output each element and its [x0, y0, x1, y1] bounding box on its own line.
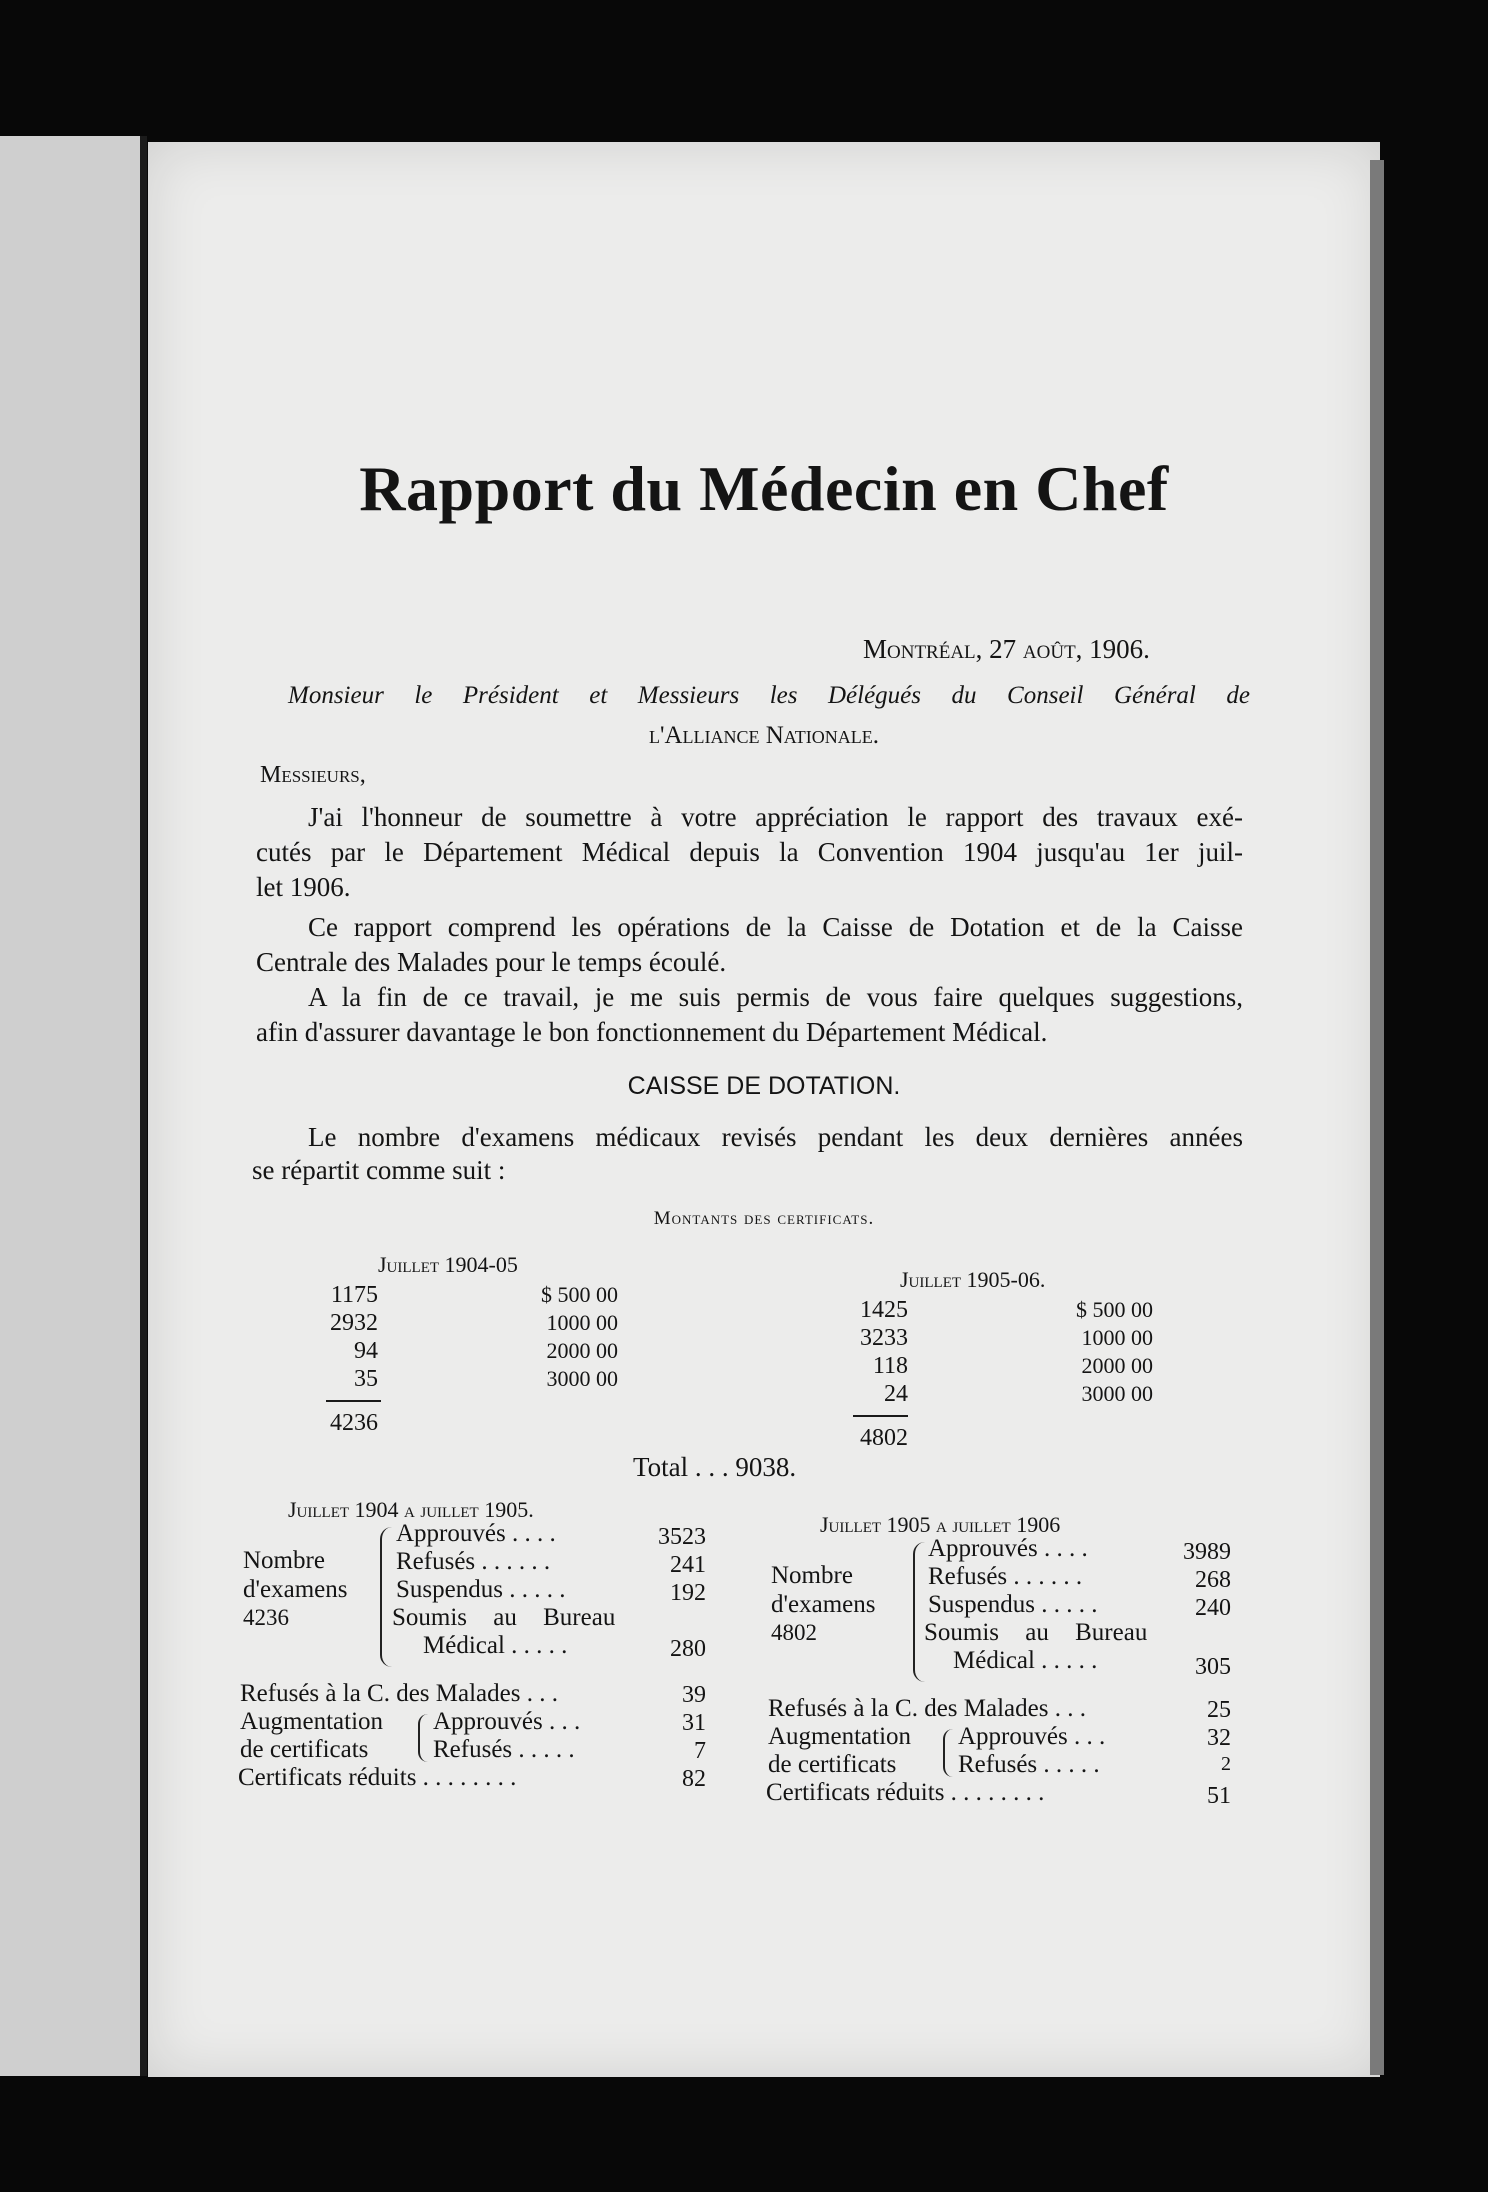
- stats-row-label: Refusés . . . . . .: [396, 1548, 551, 1575]
- montants-title: Montants des certificats.: [653, 1208, 875, 1229]
- stats-row-value: 305: [1195, 1654, 1231, 1680]
- section-intro-line-2: se répartit comme suit :: [252, 1155, 506, 1185]
- count-value: 3233: [860, 1325, 908, 1351]
- left-refuses-cm-label: Refusés à la C. des Malades . . .: [240, 1680, 558, 1707]
- right-refuses-cm-label: Refusés à la C. des Malades . . .: [768, 1695, 1086, 1722]
- stats-row-value: 2: [1221, 1753, 1231, 1775]
- left-reduits-value: 82: [682, 1766, 706, 1792]
- right-reduits-label: Certificats réduits . . . . . . . .: [766, 1779, 1045, 1806]
- amount-value: 2000 00: [546, 1338, 618, 1363]
- paragraph-line: cutés par le Département Médical depuis la Convention 1904 jusqu'au 1er juil-: [256, 837, 1243, 867]
- amount-value: $ 500 00: [1076, 1297, 1153, 1322]
- stats-row-label: Médical . . . . .: [423, 1632, 568, 1659]
- stats-row-label: Suspendus . . . . .: [396, 1576, 566, 1603]
- stats-row-label: Approuvés . . . .: [928, 1535, 1088, 1562]
- right-total: 4802: [860, 1425, 908, 1451]
- left-stats-period: Juillet 1904 a juillet 1905.: [288, 1497, 534, 1522]
- right-refuses-cm-value: 25: [1207, 1697, 1231, 1723]
- stats-row-label: Suspendus . . . . .: [928, 1591, 1098, 1618]
- stats-row-value: 7: [694, 1738, 706, 1764]
- paragraph-line: afin d'assurer davantage le bon fonctionnement du Département Médical.: [256, 1017, 1048, 1047]
- salutation-line-2: l'Alliance Nationale.: [648, 722, 880, 749]
- right-reduits-value: 51: [1207, 1783, 1231, 1809]
- right-augmentation-brace: [943, 1729, 953, 1777]
- stats-row-label: Refusés . . . . .: [433, 1736, 575, 1763]
- stats-row-label: Refusés . . . . . .: [928, 1563, 1083, 1590]
- stats-row-value: 192: [670, 1580, 706, 1606]
- messieurs: Messieurs,: [260, 762, 366, 788]
- stats-row-label: Approuvés . . .: [958, 1723, 1106, 1750]
- amount-value: 3000 00: [546, 1366, 618, 1391]
- stats-row-value: 280: [670, 1636, 706, 1662]
- left-period: Juillet 1904-05: [378, 1252, 518, 1277]
- amount-value: 1000 00: [1081, 1325, 1153, 1350]
- stats-row-label: Approuvés . . . .: [396, 1520, 556, 1547]
- stats-row-label: Approuvés . . .: [433, 1708, 581, 1735]
- stats-label-line: 4802: [771, 1620, 817, 1645]
- paragraph-line: Ce rapport comprend les opérations de la Caisse de Dotation et de la Caisse: [308, 912, 1243, 942]
- stats-row-label: Refusés . . . . .: [958, 1751, 1100, 1778]
- left-total-rule: [326, 1400, 381, 1402]
- right-stats-period: Juillet 1905 a juillet 1906: [820, 1512, 1061, 1537]
- right-total-rule: [853, 1415, 908, 1417]
- count-value: 94: [354, 1338, 378, 1364]
- left-reduits-label: Certificats réduits . . . . . . . .: [238, 1764, 517, 1791]
- left-augmentation-label: Augmentation: [240, 1708, 384, 1735]
- amount-value: 3000 00: [1081, 1381, 1153, 1406]
- amount-value: $ 500 00: [541, 1282, 618, 1307]
- paragraph-line: J'ai l'honneur de soumettre à votre appréciation le rapport des travaux exé-: [308, 802, 1243, 832]
- count-value: 118: [872, 1353, 908, 1379]
- stats-label-line: 4236: [243, 1605, 289, 1630]
- count-value: 35: [354, 1366, 378, 1392]
- stats-label-line: d'examens: [243, 1576, 348, 1603]
- amount-value: 1000 00: [546, 1310, 618, 1335]
- stats-label-line: Nombre: [243, 1547, 325, 1574]
- stats-row-value: 3989: [1183, 1539, 1231, 1565]
- section-intro-line-1: Le nombre d'examens médicaux revisés pendant les deux dernières années: [308, 1122, 1243, 1152]
- left-augmentation-label: de certificats: [240, 1736, 369, 1763]
- count-value: 1175: [330, 1282, 378, 1308]
- right-brace: [913, 1542, 925, 1682]
- right-augmentation-label: de certificats: [768, 1751, 897, 1778]
- paragraph-line: Centrale des Malades pour le temps écoulé.: [256, 947, 727, 977]
- stats-row-value: 241: [670, 1552, 706, 1578]
- stats-row-value: 31: [682, 1710, 706, 1736]
- section-title: CAISSE DE DOTATION.: [627, 1072, 901, 1100]
- paragraph-line: let 1906.: [256, 872, 351, 902]
- stats-label-line: d'examens: [771, 1591, 876, 1618]
- left-augmentation-brace: [418, 1714, 428, 1762]
- count-value: 1425: [860, 1297, 908, 1323]
- count-value: 24: [884, 1381, 908, 1407]
- left-total: 4236: [330, 1410, 378, 1436]
- right-augmentation-label: Augmentation: [768, 1723, 912, 1750]
- page-right-edge: [1370, 160, 1384, 2075]
- left-refuses-cm-value: 39: [682, 1682, 706, 1708]
- right-period: Juillet 1905-06.: [900, 1267, 1046, 1292]
- stats-row-label: Soumis au Bureau: [924, 1619, 1148, 1646]
- stats-row-value: 32: [1207, 1725, 1231, 1751]
- stats-row-value: 268: [1195, 1567, 1231, 1593]
- stats-row-label: Médical . . . . .: [953, 1647, 1098, 1674]
- stats-row-value: 240: [1195, 1595, 1231, 1621]
- salutation-line-1: Monsieur le Président et Messieurs les Délégués du Conseil Général de: [288, 682, 1250, 709]
- stats-row-value: 3523: [658, 1524, 706, 1550]
- amount-value: 2000 00: [1081, 1353, 1153, 1378]
- count-value: 2932: [330, 1310, 378, 1336]
- page-title: Rapport du Médecin en Chef: [359, 453, 1169, 524]
- left-facing-page: [0, 136, 145, 2076]
- grand-total: Total . . . 9038.: [633, 1452, 797, 1482]
- document-page: [148, 142, 1380, 2077]
- page-gutter: [140, 136, 147, 2076]
- paragraph-line: A la fin de ce travail, je me suis permis de vous faire quelques suggestions,: [308, 982, 1243, 1012]
- dateline: Montréal, 27 août, 1906.: [863, 634, 1150, 664]
- stats-row-label: Soumis au Bureau: [392, 1604, 616, 1631]
- left-brace: [380, 1527, 392, 1667]
- stats-label-line: Nombre: [771, 1562, 853, 1589]
